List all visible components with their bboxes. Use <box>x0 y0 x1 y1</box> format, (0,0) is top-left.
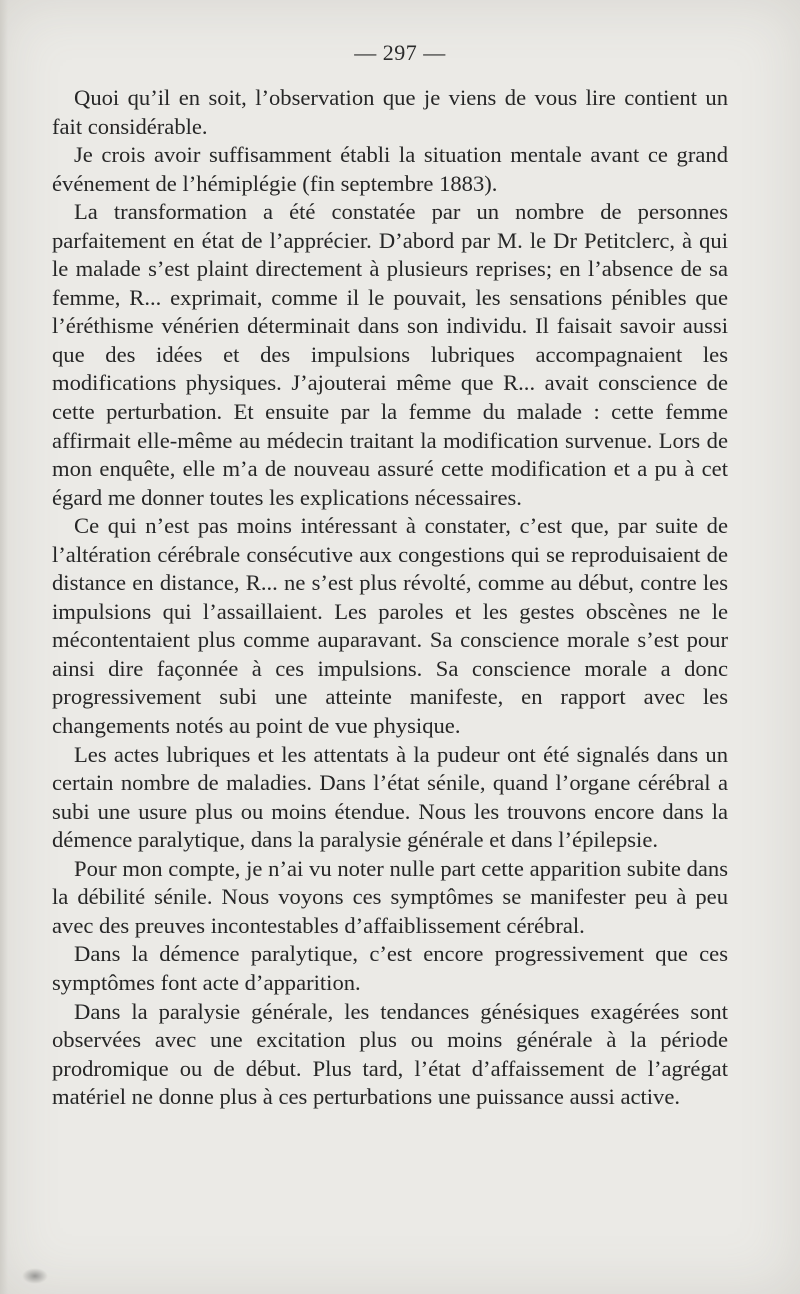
paragraph: Pour mon compte, je n’ai vu noter nulle part cette apparition subite dans la débilité sénile. Nous voyons ces symptômes se manifester peu à peu avec des preuves incontestables d’affaiblissement cérébral. <box>52 855 728 938</box>
paragraph: Les actes lubriques et les attentats à la pudeur ont été signalés dans un certain nombre de maladies. Dans l’état sénile, quand l’organe cérébral a subi une usure plus ou moins étendue. Nous les trouvons encore dans la démence paralytique, dans la paralysie générale et dans l’épilepsie. <box>52 741 728 853</box>
page-edge-shadow <box>0 0 8 1294</box>
paragraph: Je crois avoir suffisamment établi la situation mentale avant ce grand événement de l’hémiplégie (fin septembre 1883). <box>52 142 728 196</box>
paragraph: La transformation a été constatée par un nombre de personnes parfaitement en état de l’apprécier. D’abord par M. le Dr Petitclerc, à qui le malade s’est plaint directement à plusieurs reprises; en l’absence de sa femme, R... exprimait, comme il le pouvait, les sensations pénibles que l’éréthisme vénérien déterminait dans son individu. Il faisait savoir aussi que des idées et des impulsions lubriques accompagnaient les modifications physiques. J’ajouterai même que R... avait conscience de cette perturbation. Et ensuite par la femme du malade : cette femme affirmait elle-même au médecin traitant la modification survenue. Lors de mon enquête, elle m’a de nouveau assuré cette modification et a pu à cet égard me donner toutes les explications nécessaires. <box>52 199 728 510</box>
paragraph: Dans la paralysie générale, les tendances génésiques exagérées sont observées avec une excitation plus ou moins générale à la période prodromique ou de début. Plus tard, l’état d’affaissement de l’agrégat matériel ne donne plus à ces perturbations une puissance aussi active. <box>52 998 728 1110</box>
paragraph: Dans la démence paralytique, c’est encore progressivement que ces symptômes font acte d’apparition. <box>52 941 728 995</box>
ink-speck-mark <box>22 1268 48 1284</box>
paragraph: Quoi qu’il en soit, l’observation que je viens de vous lire contient un fait considérable. <box>52 85 728 139</box>
paragraph: Ce qui n’est pas moins intéressant à constater, c’est que, par suite de l’altération cérébrale consécutive aux congestions qui se reproduisaient de distance en distance, R... ne s’est plus révolté, comme au début, contre les impulsions qui l’assaillaient. Les paroles et les gestes obscènes ne le mécontentaient plus comme auparavant. Sa conscience morale s’est pour ainsi dire façonnée à ces impulsions. Sa conscience morale a donc progressivement subi une atteinte manifeste, en rapport avec les changements notés au point de vue physique. <box>52 513 728 739</box>
page-body-text <box>52 84 728 1112</box>
page-number: — 297 — <box>354 40 446 65</box>
